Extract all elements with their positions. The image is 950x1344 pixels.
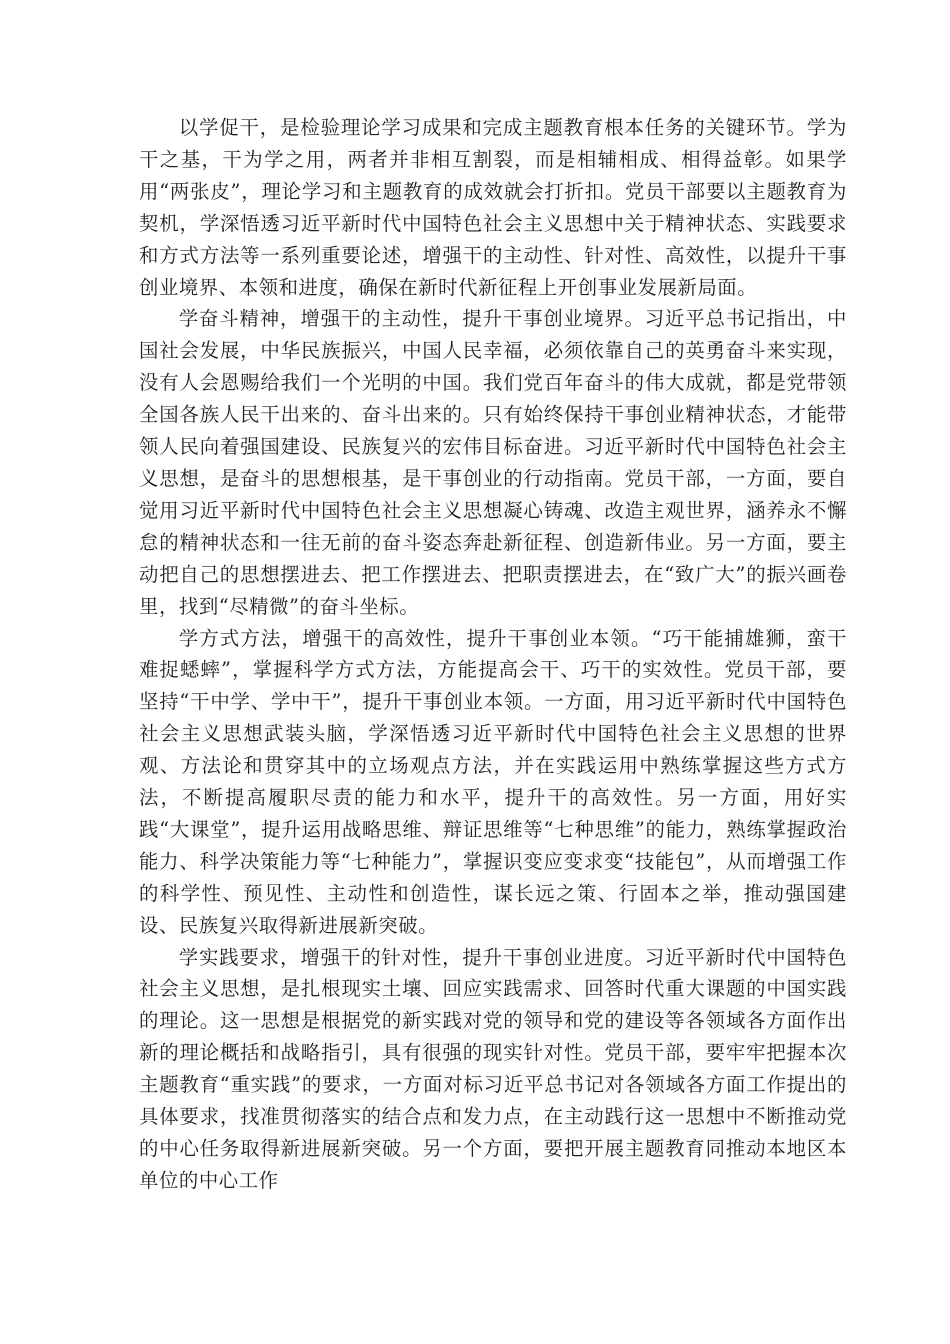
paragraph-struggle-spirit: 学奋斗精神，增强干的主动性，提升干事创业境界。习近平总书记指出，中国社会发展，中华民族振兴，中国人民幸福，必须依靠自己的英勇奋斗来实现，没有人会恩赐给我们一个光明的中国。我们党百年奋斗的伟大成就，都是党带领全国各族人民干出来的、奋斗出来的。只有始终保持干事创业精神状态，才能带领人民向着强国建设、民族复兴的宏伟目标奋进。习近平新时代中国特色社会主义思想，是奋斗的思想根基，是干事创业的行动指南。党员干部，一方面，要自觉用习近平新时代中国特色社会主义思想凝心铸魂、改造主观世界，涵养永不懈怠的精神状态和一往无前的奋斗姿态奔赴新征程、创造新伟业。另一方面，要主动把自己的思想摆进去、把工作摆进去、把职责摆进去，在“致广大”的振兴画卷里，找到“尽精微”的奋斗坐标。 [139,307,847,618]
paragraph-practice-requirements: 学实践要求，增强干的针对性，提升干事创业进度。习近平新时代中国特色社会主义思想，是扎根现实土壤、回应实践需求、回答时代重大课题的中国实践的理论。这一思想是根据党的新实践对党的领导和党的建设等各领域各方面作出新的理论概括和战略指引，具有很强的现实针对性。党员干部，要牢牢把握本次主题教育“重实践”的要求，一方面对标习近平总书记对各领域各方面工作提出的具体要求，找准贯彻落实的结合点和发力点，在主动践行这一思想中不断推动党的中心任务取得新进展新突破。另一个方面，要把开展主题教育同推动本地区本单位的中心工作 [139,945,847,1192]
paragraph-intro: 以学促干，是检验理论学习成果和完成主题教育根本任务的关键环节。学为干之基，干为学之用，两者并非相互割裂，而是相辅相成、相得益彰。如果学用“两张皮”，理论学习和主题教育的成效就会打折扣。党员干部要以主题教育为契机，学深悟透习近平新时代中国特色社会主义思想中关于精神状态、实践要求和方式方法等一系列重要论述，增强干的主动性、针对性、高效性，以提升干事创业境界、本领和进度，确保在新时代新征程上开创事业发展新局面。 [139,116,847,299]
document-body [139,112,847,1197]
paragraph-methods: 学方式方法，增强干的高效性，提升干事创业本领。“巧干能捕雄狮，蛮干难捉蟋蟀”，掌握科学方式方法，方能提高会干、巧干的实效性。党员干部，要坚持“干中学、学中干”，提升干事创业本领。一方面，用习近平新时代中国特色社会主义思想武装头脑，学深悟透习近平新时代中国特色社会主义思想的世界观、方法论和贯穿其中的立场观点方法，并在实践运用中熟练掌握这些方式方法，不断提高履职尽责的能力和水平，提升干的高效性。另一方面，用好实践“大课堂”，提升运用战略思维、辩证思维等“七种思维”的能力，熟练掌握政治能力、科学决策能力等“七种能力”，掌握识变应变求变“技能包”，从而增强工作的科学性、预见性、主动性和创造性，谋长远之策、行固本之举，推动强国建设、民族复兴取得新进展新突破。 [139,626,847,937]
